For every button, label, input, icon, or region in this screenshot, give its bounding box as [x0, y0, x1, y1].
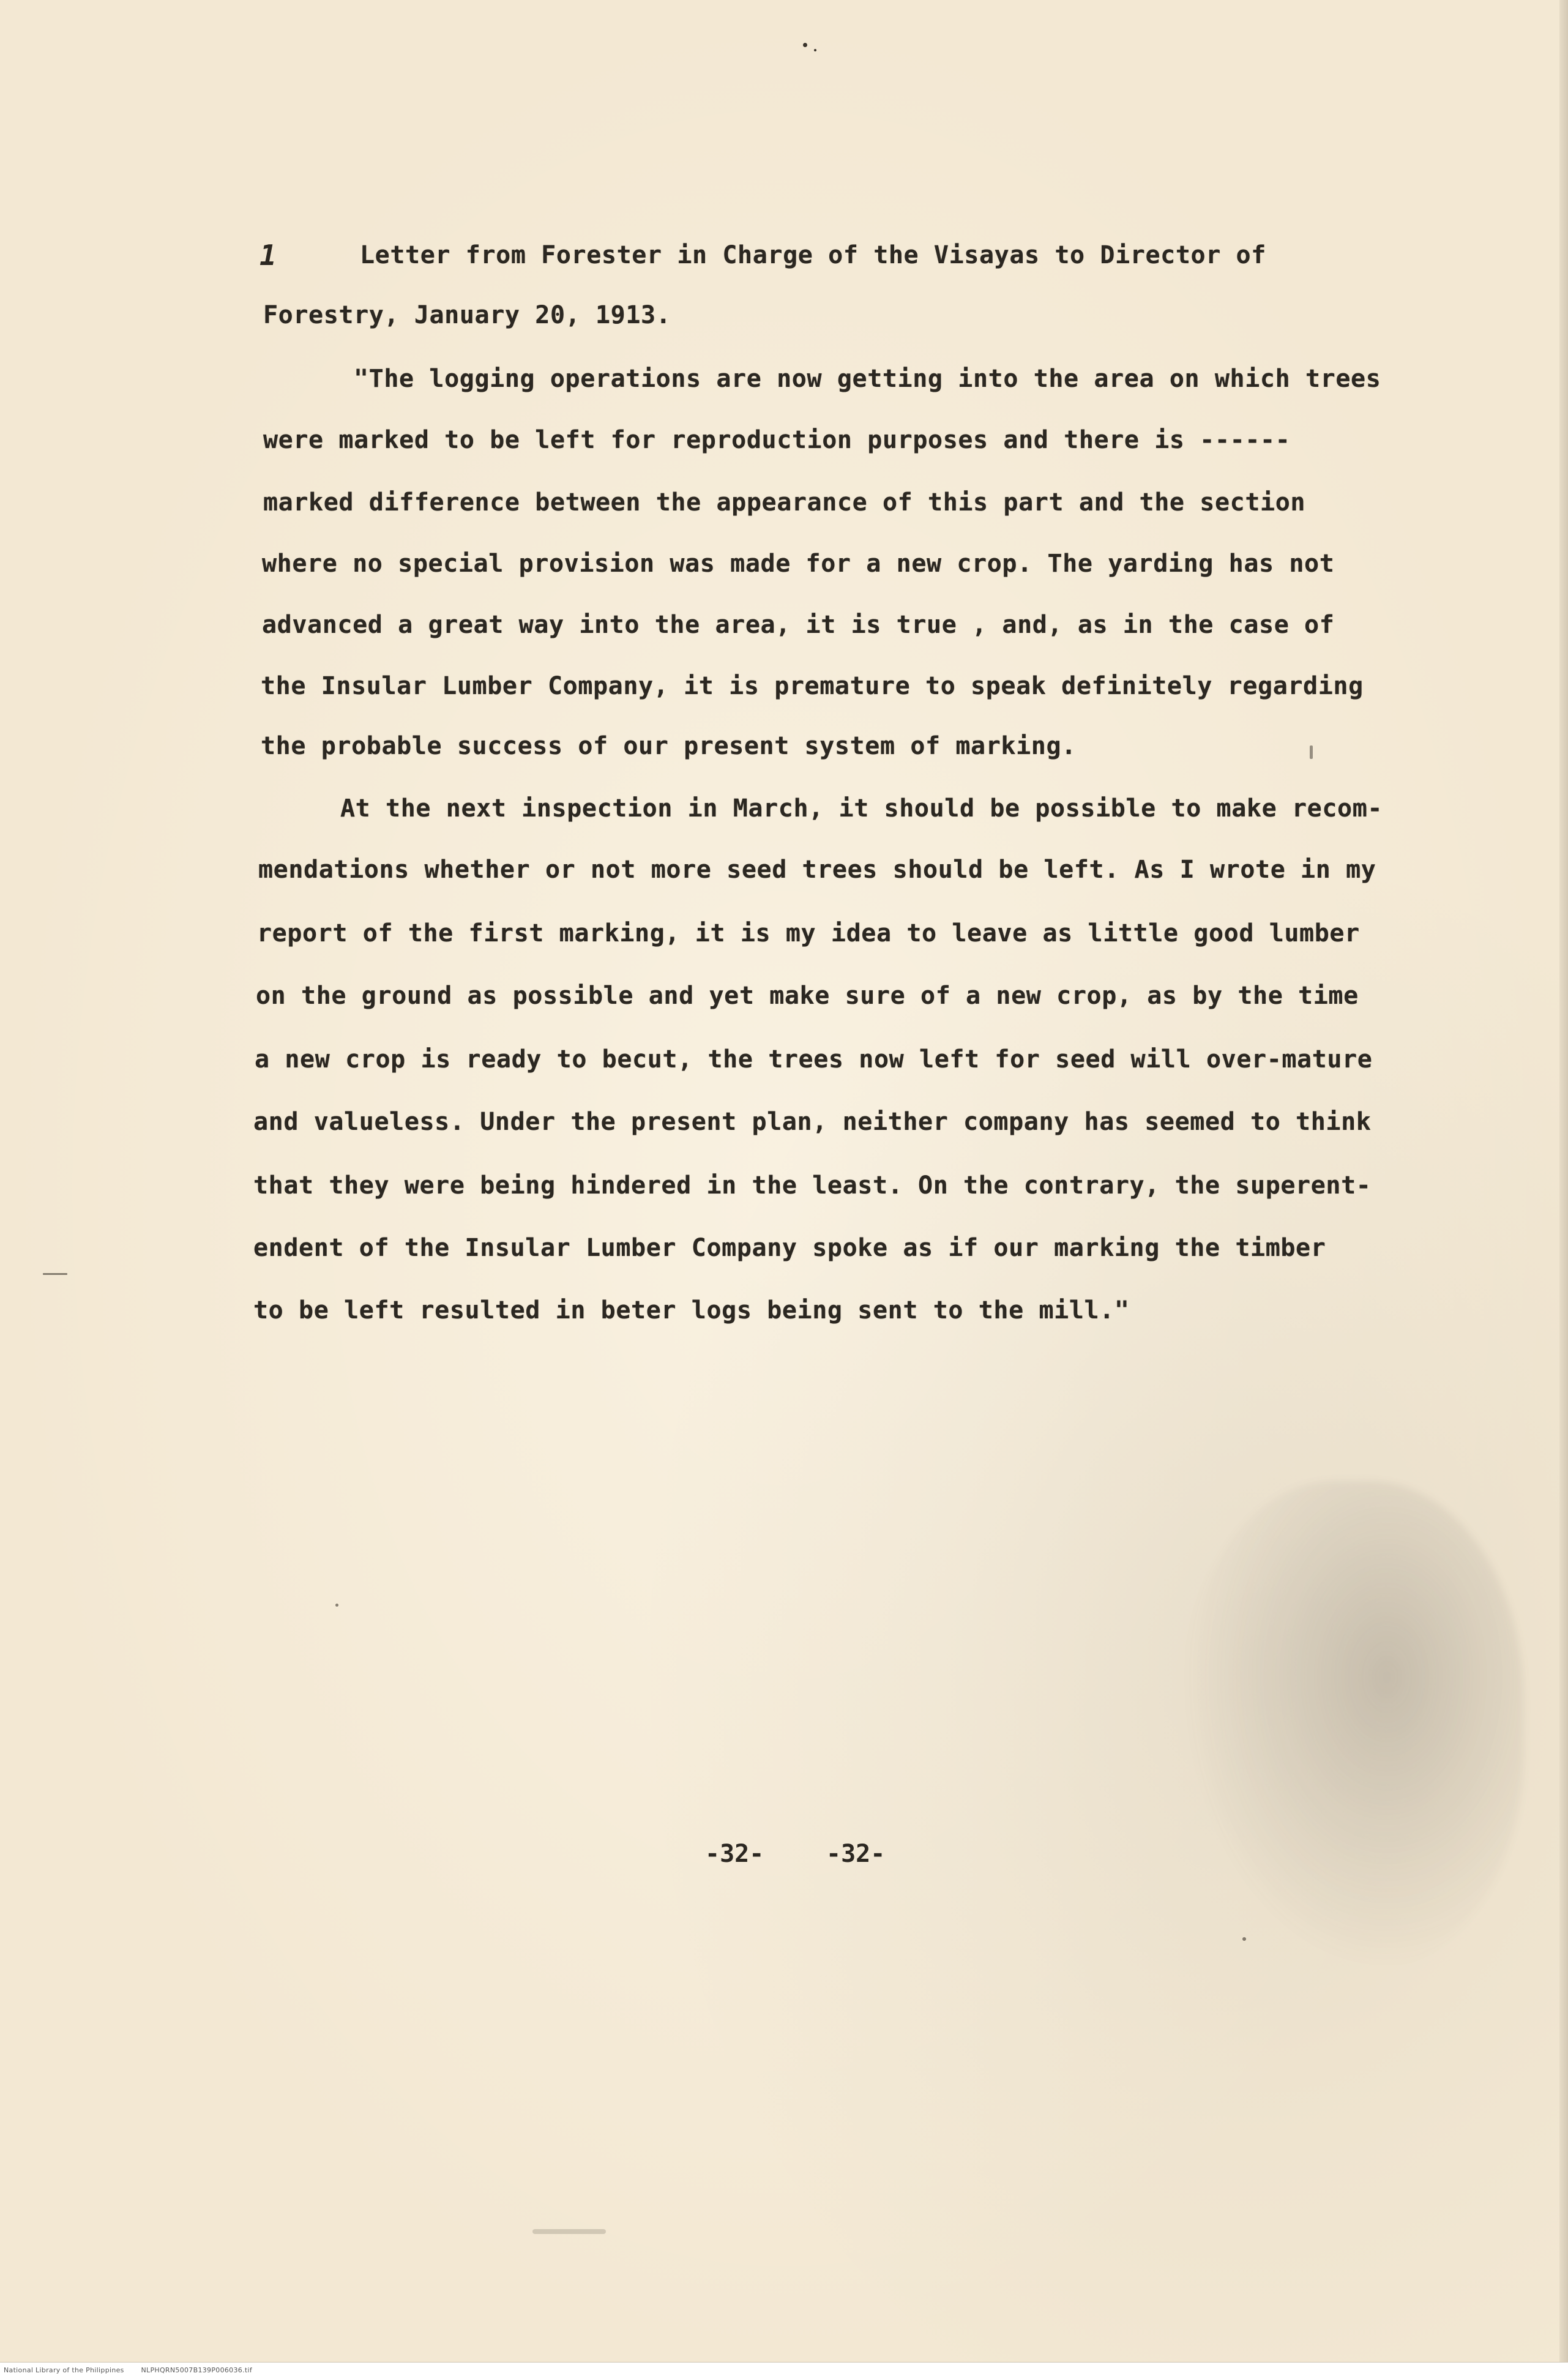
quote-line: At the next inspection in March, it should be possible to make recom-: [340, 794, 1383, 823]
quote-line: to be left resulted in beter logs being sent to the mill.": [253, 1296, 1130, 1324]
archive-caption: [4, 2366, 267, 2374]
footnote-marker: 1: [259, 239, 277, 272]
quote-line: report of the first marking, it is my idea to leave as little good lumber: [257, 919, 1360, 947]
quote-line: and valueless. Under the present plan, neither company has seemed to think: [253, 1108, 1372, 1136]
archive-file-id: NLPHQRN5007B139P006036.tif: [141, 2366, 253, 2374]
quote-line: on the ground as possible and yet make sure of a new crop, as by the time: [256, 982, 1359, 1010]
quote-line: advanced a great way into the area, it is true , and, as in the case of: [262, 611, 1335, 639]
quote-line: were marked to be left for reproduction purposes and there is ------: [263, 426, 1291, 454]
quote-line: the probable success of our present system of marking.: [261, 732, 1077, 760]
quote-line: the Insular Lumber Company, it is premature to speak definitely regarding: [261, 672, 1364, 700]
quote-line: where no special provision was made for a new crop. The yarding has not: [262, 550, 1335, 578]
quote-line: endent of the Insular Lumber Company spoke as if our marking the timber: [253, 1234, 1326, 1262]
page-number: -32-: [705, 1840, 764, 1868]
quote-line: that they were being hindered in the least. On the contrary, the superent-: [253, 1171, 1372, 1200]
page-number: -32-: [826, 1840, 886, 1868]
quote-line: marked difference between the appearance of this part and the section: [263, 488, 1306, 517]
heading-line: Forestry, January 20, 1913.: [263, 301, 671, 329]
quote-line: mendations whether or not more seed trees should be left. As I wrote in my: [258, 856, 1376, 884]
archive-source: National Library of the Philippines: [4, 2366, 124, 2374]
archive-caption-strip: [0, 2362, 1568, 2376]
heading-line: Letter from Forester in Charge of the Visayas to Director of: [360, 241, 1266, 269]
quote-line: "The logging operations are now getting into the area on which trees: [354, 365, 1381, 393]
quote-line: a new crop is ready to becut, the trees now left for seed will over-mature: [255, 1045, 1373, 1074]
